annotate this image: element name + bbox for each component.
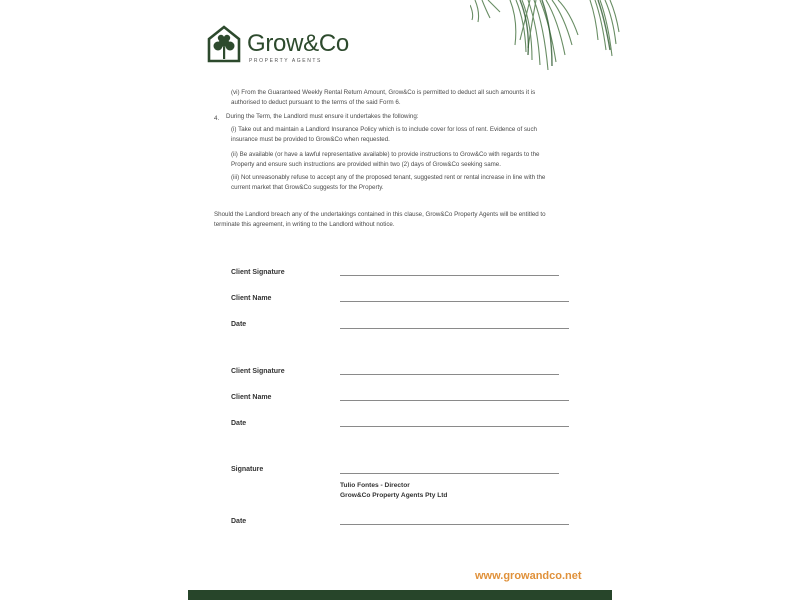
brand-tagline: PROPERTY AGENTS [249,58,322,64]
client2-signature-field[interactable] [340,374,559,375]
client2-signature-label: Client Signature [231,368,285,375]
client1-name-label: Client Name [231,295,272,302]
clause-iii-line1: (iii) Not unreasonably refuse to accept any of the proposed tenant, suggested rent or rental increase in line with the [231,174,546,181]
client2-date-label: Date [231,420,247,427]
clause-i-line1: (i) Take out and maintain a Landlord Insurance Policy which is to include cover for loss of rent. Evidence of such [231,126,537,133]
client1-date-field[interactable] [340,328,569,329]
agent-date-field[interactable] [340,524,569,525]
clause-iii-line2: current market that Grow&Co suggests for the Property. [231,184,384,191]
brand-name: Grow&Co [247,30,349,57]
clause-ii-line2: Property and ensure such instructions are provided within two (2) days of Grow&Co seeking same. [231,161,501,168]
clause-vi-line1: (vi) From the Guaranteed Weekly Rental Return Amount, Grow&Co is permitted to deduct all such amounts it is [231,89,536,96]
client2-date-field[interactable] [340,426,569,427]
house-tree-logo-icon [207,25,241,63]
agent-signature-field[interactable] [340,473,559,474]
clause-4-text: During the Term, the Landlord must ensure it undertakes the following: [226,113,419,120]
clause-i-line2: insurance must be provided to Grow&Co when requested. [231,136,390,143]
clause-4-number: 4. [214,115,220,122]
clause-ii-line1: (ii) Be available (or have a lawful representative available) to provide instructions to Grow&Co with regards to the [231,151,540,158]
footer-bar [188,590,612,600]
client2-name-field[interactable] [340,400,569,401]
client1-signature-label: Client Signature [231,269,285,276]
palm-leaves-icon [470,0,620,80]
breach-clause-line2: terminate this agreement, in writing to the Landlord without notice. [214,221,395,228]
client2-name-label: Client Name [231,394,272,401]
client1-name-field[interactable] [340,301,569,302]
agent-date-label: Date [231,518,247,525]
client1-signature-field[interactable] [340,275,559,276]
breach-clause-line1: Should the Landlord breach any of the undertakings contained in this clause, Grow&Co Property Agents will be entitled to [214,211,546,218]
clause-vi-line2: authorised to deduct pursuant to the terms of the said Form 6. [231,99,401,106]
website-link[interactable]: www.growandco.net [475,570,582,582]
agent-signature-label: Signature [231,466,264,473]
signer-company: Grow&Co Property Agents Pty Ltd [340,492,448,499]
signer-title: Tulio Fontes - Director [340,482,410,489]
client1-date-label: Date [231,321,247,328]
